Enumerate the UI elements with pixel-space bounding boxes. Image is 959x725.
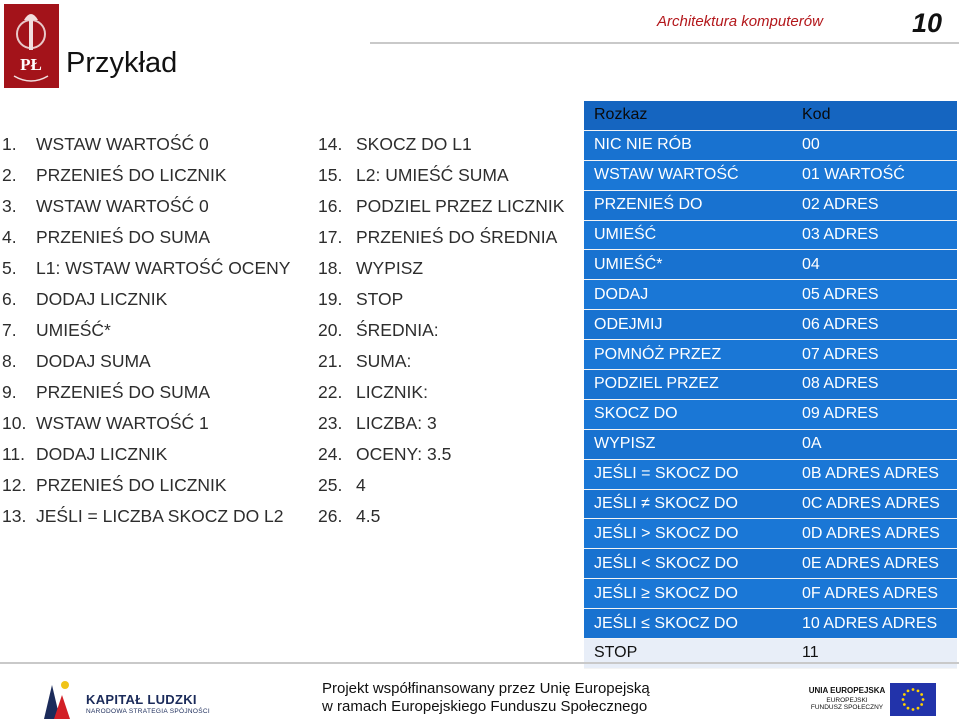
eu-star-icon [903, 693, 906, 696]
line-number: 1. [2, 134, 17, 154]
line-instruction: 4 [356, 475, 366, 495]
program-line [318, 408, 564, 439]
line-number: 25. [318, 475, 343, 495]
line-instruction: JEŚLI = LICZBA SKOCZ DO L2 [36, 506, 284, 526]
code-cell: 05 ADRES [792, 280, 957, 310]
logo-text: PŁ [20, 55, 42, 74]
code-cell: 04 [792, 250, 957, 280]
eu-label-line-2: EUROPEJSKI [826, 697, 868, 704]
table-row [584, 370, 957, 400]
eu-star-icon [917, 707, 920, 710]
table-row [584, 130, 957, 160]
line-instruction: SUMA: [356, 351, 412, 371]
program-line [2, 129, 290, 160]
program-line [2, 253, 290, 284]
line-instruction: WSTAW WARTOŚĆ 1 [36, 413, 209, 433]
code-cell: 09 ADRES [792, 399, 957, 429]
table-row [584, 160, 957, 190]
program-line [318, 501, 564, 532]
line-instruction: ŚREDNIA: [356, 320, 439, 340]
program-line [318, 129, 564, 160]
eu-label-line-3: FUNDUSZ SPOŁECZNY [810, 704, 884, 711]
code-cell: 0E ADRES ADRES [792, 549, 957, 579]
table-row [584, 549, 957, 579]
program-line [2, 160, 290, 191]
eu-star-icon [903, 703, 906, 706]
table-row [584, 280, 957, 310]
program-listing-right [318, 129, 564, 532]
table-header-row [584, 101, 957, 130]
line-instruction: DODAJ LICZNIK [36, 444, 168, 464]
program-line [318, 346, 564, 377]
kapital-ludzki-name: KAPITAŁ LUDZKI [86, 692, 197, 707]
instruction-cell: UMIEŚĆ* [584, 250, 792, 280]
instruction-cell: DODAJ [584, 280, 792, 310]
instruction-cell: JEŚLI ≤ SKOCZ DO [584, 609, 792, 639]
code-cell: 10 ADRES ADRES [792, 609, 957, 639]
line-number: 13. [2, 506, 27, 526]
line-instruction: PODZIEL PRZEZ LICZNIK [356, 196, 565, 216]
torch-emblem-icon [4, 4, 59, 88]
table-row [584, 459, 957, 489]
line-instruction: WYPISZ [356, 258, 424, 278]
table-row [584, 399, 957, 429]
table-row [584, 429, 957, 459]
line-number: 21. [318, 351, 343, 371]
instruction-cell: STOP [584, 639, 792, 669]
table-row [584, 250, 957, 280]
line-number: 5. [2, 258, 17, 278]
line-number: 10. [2, 413, 27, 433]
program-line [2, 191, 290, 222]
line-number: 7. [2, 320, 17, 340]
instruction-cell: JEŚLI ≥ SKOCZ DO [584, 579, 792, 609]
line-instruction: PRZENIEŚ DO ŚREDNIA [356, 227, 558, 247]
line-number: 2. [2, 165, 17, 185]
kapital-ludzki-logo-icon [38, 675, 76, 721]
code-cell: 11 [792, 639, 957, 669]
line-instruction: WSTAW WARTOŚĆ 0 [36, 134, 209, 154]
code-cell: 0C ADRES ADRES [792, 489, 957, 519]
line-instruction: DODAJ SUMA [36, 351, 151, 371]
program-line [318, 377, 564, 408]
line-instruction: L2: UMIEŚĆ SUMA [356, 165, 509, 185]
column-header-instruction: Rozkaz [584, 101, 792, 130]
line-number: 11. [2, 444, 26, 464]
slide-title: Przykład [66, 47, 178, 79]
program-line [2, 501, 290, 532]
eu-star-icon [920, 693, 923, 696]
program-line [318, 191, 564, 222]
line-number: 14. [318, 134, 343, 154]
instruction-cell: JEŚLI < SKOCZ DO [584, 549, 792, 579]
table-row [584, 310, 957, 340]
program-line [2, 346, 290, 377]
line-instruction: PRZENIEŚ DO LICZNIK [36, 475, 227, 495]
eu-star-icon [907, 707, 910, 710]
line-number: 17. [318, 227, 343, 247]
eu-star-icon [920, 703, 923, 706]
line-instruction: L1: WSTAW WARTOŚĆ OCENY [36, 258, 291, 278]
line-number: 15. [318, 165, 343, 185]
instruction-cell: JEŚLI = SKOCZ DO [584, 459, 792, 489]
line-instruction: PRZENIEŚ DO SUMA [36, 382, 211, 402]
instruction-cell: PRZENIEŚ DO [584, 190, 792, 220]
table-row [584, 519, 957, 549]
line-number: 20. [318, 320, 343, 340]
program-line [318, 160, 564, 191]
instruction-cell: UMIEŚĆ [584, 220, 792, 250]
column-header-code: Kod [792, 101, 957, 130]
instruction-cell: WSTAW WARTOŚĆ [584, 160, 792, 190]
line-instruction: DODAJ LICZNIK [36, 289, 168, 309]
line-number: 24. [318, 444, 343, 464]
line-number: 19. [318, 289, 343, 309]
line-instruction: SKOCZ DO L1 [356, 134, 472, 154]
opcode-table [584, 101, 957, 669]
line-instruction: UMIEŚĆ* [36, 320, 111, 340]
line-instruction: PRZENIEŚ DO LICZNIK [36, 165, 227, 185]
line-number: 23. [318, 413, 343, 433]
line-instruction: LICZNIK: [356, 382, 428, 402]
table-row [584, 190, 957, 220]
program-line [2, 470, 290, 501]
line-instruction: OCENY: 3.5 [356, 444, 452, 464]
program-line [2, 222, 290, 253]
line-number: 4. [2, 227, 17, 247]
line-instruction: LICZBA: 3 [356, 413, 437, 433]
eu-flag-icon [890, 683, 936, 716]
line-instruction: 4.5 [356, 506, 381, 526]
table-row [584, 609, 957, 639]
university-logo [4, 4, 59, 88]
program-line [2, 284, 290, 315]
table-row [584, 340, 957, 370]
code-cell: 08 ADRES [792, 370, 957, 400]
eu-star-icon [912, 688, 915, 691]
instruction-cell: SKOCZ DO [584, 399, 792, 429]
code-cell: 03 ADRES [792, 220, 957, 250]
line-number: 12. [2, 475, 27, 495]
line-number: 3. [2, 196, 17, 216]
line-number: 18. [318, 258, 343, 278]
program-line [318, 439, 564, 470]
program-listing-left [2, 129, 290, 532]
program-line [318, 470, 564, 501]
instruction-cell: NIC NIE RÓB [584, 130, 792, 160]
table-row [584, 220, 957, 250]
footer-divider [0, 662, 959, 664]
code-cell: 0D ADRES ADRES [792, 519, 957, 549]
code-cell: 06 ADRES [792, 310, 957, 340]
line-instruction: STOP [356, 289, 404, 309]
eu-star-icon [907, 689, 910, 692]
code-cell: 01 WARTOŚĆ [792, 160, 957, 190]
project-funding-line-1: Projekt współfinansowany przez Unię Europejską [322, 680, 650, 697]
instruction-cell: POMNÓŻ PRZEZ [584, 340, 792, 370]
eu-star-icon [917, 689, 920, 692]
code-cell: 0A [792, 429, 957, 459]
code-cell: 00 [792, 130, 957, 160]
instruction-cell: WYPISZ [584, 429, 792, 459]
program-line [2, 439, 290, 470]
eu-label [808, 686, 886, 711]
line-instruction: WSTAW WARTOŚĆ 0 [36, 196, 209, 216]
program-line [318, 315, 564, 346]
program-line [318, 253, 564, 284]
code-cell: 0F ADRES ADRES [792, 579, 957, 609]
instruction-cell: JEŚLI ≠ SKOCZ DO [584, 489, 792, 519]
eu-label-line-1: UNIA EUROPEJSKA [808, 686, 886, 695]
eu-star-icon [912, 708, 915, 711]
program-line [318, 222, 564, 253]
code-cell: 07 ADRES [792, 340, 957, 370]
program-line [2, 377, 290, 408]
program-line [2, 315, 290, 346]
header-divider [370, 42, 959, 44]
program-line [2, 408, 290, 439]
table-row [584, 579, 957, 609]
program-line [318, 284, 564, 315]
line-number: 9. [2, 382, 17, 402]
line-number: 8. [2, 351, 17, 371]
line-number: 16. [318, 196, 343, 216]
line-instruction: PRZENIEŚ DO SUMA [36, 227, 211, 247]
table-row [584, 489, 957, 519]
instruction-cell: PODZIEL PRZEZ [584, 370, 792, 400]
course-subject: Architektura komputerów [657, 13, 823, 30]
kapital-ludzki-subtitle: NARODOWA STRATEGIA SPÓJNOŚCI [86, 708, 210, 715]
code-cell: 0B ADRES ADRES [792, 459, 957, 489]
line-number: 26. [318, 506, 343, 526]
eu-star-icon [922, 698, 925, 701]
line-number: 6. [2, 289, 17, 309]
instruction-cell: ODEJMIJ [584, 310, 792, 340]
eu-star-icon [902, 698, 905, 701]
code-cell: 02 ADRES [792, 190, 957, 220]
instruction-cell: JEŚLI > SKOCZ DO [584, 519, 792, 549]
project-funding-line-2: w ramach Europejskiego Funduszu Społecznego [322, 698, 648, 715]
line-number: 22. [318, 382, 343, 402]
page-number: 10 [912, 8, 943, 38]
